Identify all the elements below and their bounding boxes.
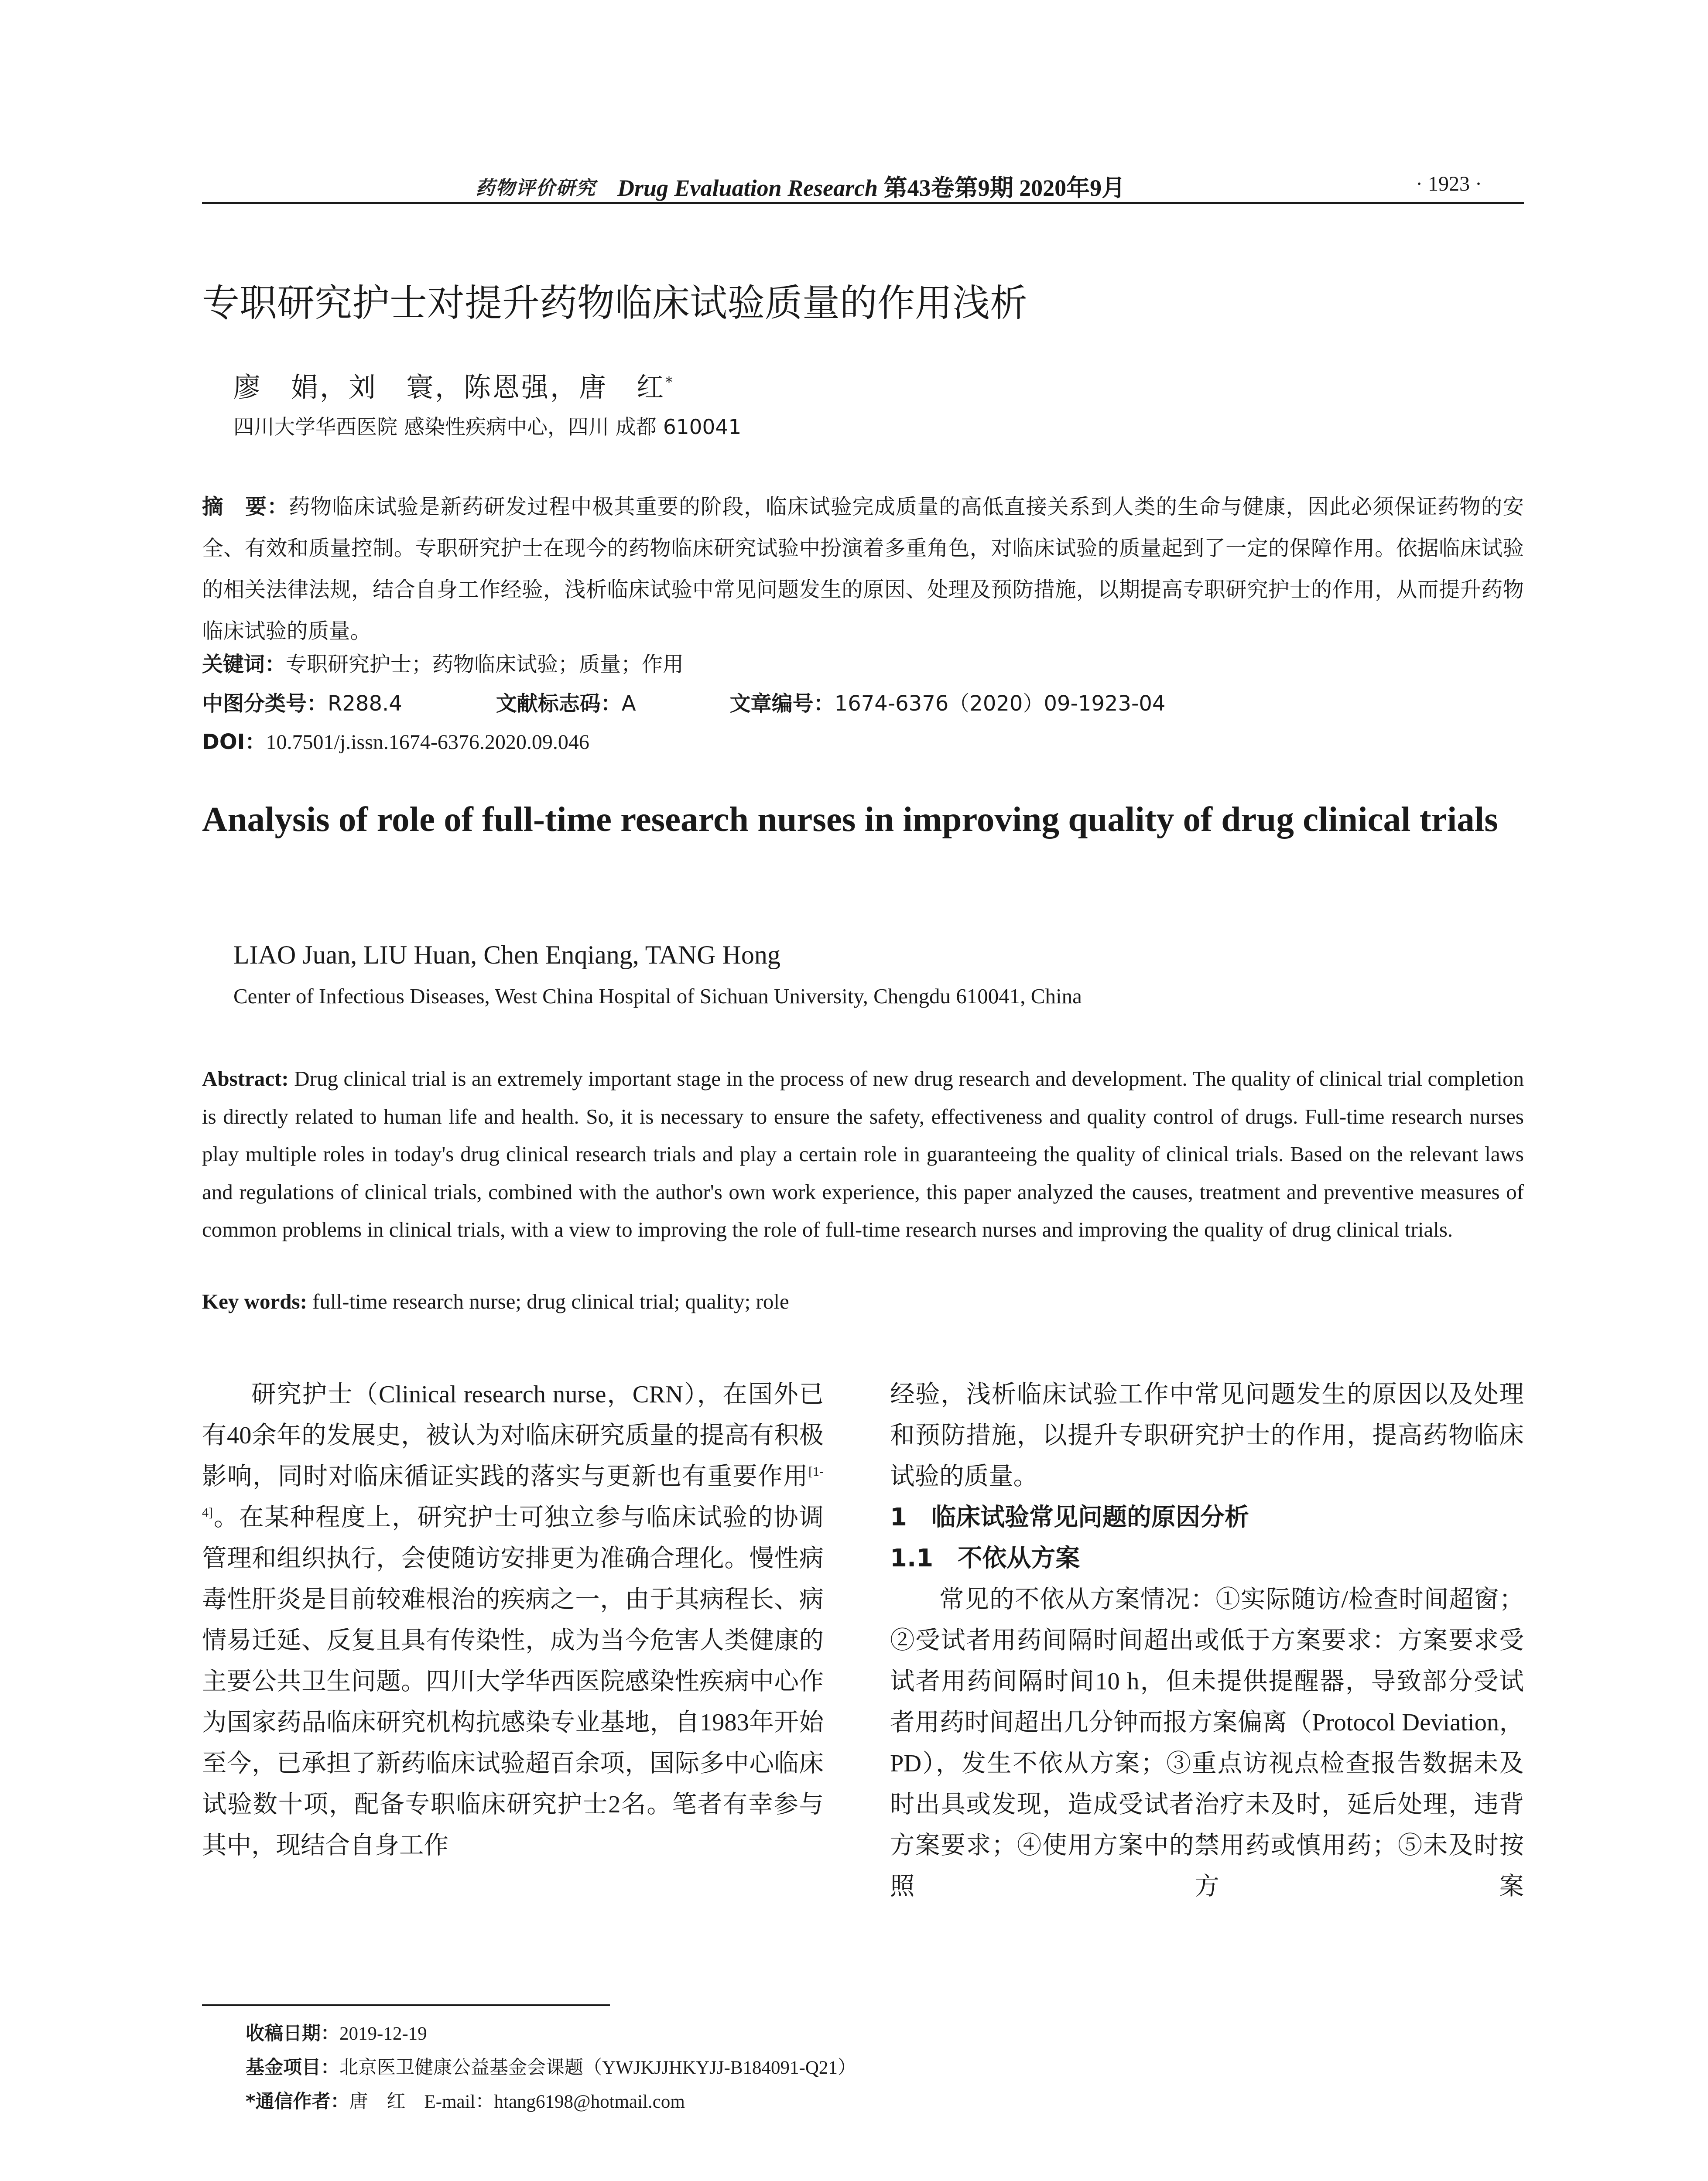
keywords-text-cn: 专职研究护士；药物临床试验；质量；作用 [286, 652, 684, 677]
received-date: 2019-12-19 [339, 2024, 427, 2044]
footnote-rule [202, 2004, 610, 2006]
fund-text: 北京医卫健康公益基金会课题（YWJKJJHKYJJ-B184091-Q21） [339, 2058, 856, 2078]
abstract-en [202, 1060, 1524, 1249]
doi-line [202, 725, 589, 755]
body-paragraph: 经验，浅析临床试验工作中常见问题发生的原因以及处理和预防措施，以提升专职研究护士的作用，提高药物临床试验的质量。 [890, 1381, 1524, 1490]
doc-code-label: 文献标志码： [496, 691, 622, 716]
article-title-en: Analysis of role of full-time research nurses in improving quality of drug clinical trials [202, 800, 1498, 839]
author-names-cn: 廖 娟，刘 寰，陈恩强，唐 红 [233, 371, 666, 403]
abstract-label-cn: 摘 要： [202, 495, 289, 519]
contact-label: *通信作者： [246, 2091, 349, 2113]
body-text: 研究护士（Clinical research nurse，CRN），在国外已有40余年的发展史，被认为对临床研究质量的提高有积极影响，同时对临床循证实践的落实与更新也有重要作用 [202, 1381, 824, 1490]
body-paragraph [202, 1374, 824, 1866]
body-paragraph: 常见的不依从方案情况：①实际随访/检查时间超窗；②受试者用药间隔时间超出或低于方案要求：方案要求受试者用药间隔时间10 h，但未提供提醒器，导致部分受试者用药时间超出几分钟而报方案偏离（Protocol Deviation，PD），发生不依从方案；③重点访视点检查报告数据未及时出具或发现，造成受试者治疗未及时，延后处理，违背方案要求；④使用方案中的禁用药或慎用药；⑤未及时按照方案 [890, 1586, 1524, 1900]
received-label: 收稿日期： [246, 2023, 339, 2044]
fund-label: 基金项目： [246, 2057, 339, 2078]
classification-line [202, 687, 1165, 717]
journal-citation-line [617, 169, 1125, 203]
body-column-right [890, 1374, 1524, 1907]
section-heading: 1 临床试验常见问题的原因分析 [890, 1503, 1249, 1531]
body-column-left [202, 1374, 824, 1866]
abstract-label-en: Abstract: [202, 1067, 289, 1090]
keywords-label-cn: 关键词： [202, 652, 286, 677]
article-no-value: 1674-6376（2020）09-1923-04 [834, 691, 1166, 716]
abstract-cn [202, 486, 1524, 652]
footnote-contact [246, 2087, 685, 2113]
citation: [1-4] [202, 1464, 824, 1520]
keywords-en [202, 1289, 789, 1314]
subsection-heading: 1.1 不依从方案 [890, 1544, 1080, 1573]
affiliation-en: Center of Infectious Diseases, West China Hospital of Sichuan University, Chengdu 610041, China [233, 984, 1082, 1008]
author-list-en: LIAO Juan, LIU Huan, Chen Enqiang, TANG Hong [233, 940, 780, 969]
page-number: · 1923 · [1416, 172, 1482, 195]
corresponding-mark: * [665, 373, 675, 391]
doi-label: DOI： [202, 730, 266, 754]
keywords-label-en: Key words: [202, 1289, 307, 1313]
header-rule [202, 202, 1524, 204]
body-text: 。在某种程度上，研究护士可独立参与临床试验的协调管理和组织执行，会使随访安排更为准确合理化。慢性病毒性肝炎是目前较难根治的疾病之一，由于其病程长、病情易迁延、反复且具有传染性，成为当今危害人类健康的主要公共卫生问题。四川大学华西医院感染性疾病中心作为国家药品临床研究机构抗感染专业基地，自1983年开始至今，已承担了新药临床试验超百余项，国际多中心临床试验数十项，配备专职临床研究护士2名。笔者有幸参与其中，现结合自身工作 [202, 1504, 824, 1859]
doi-value: 10.7501/j.issn.1674-6376.2020.09.046 [266, 731, 589, 754]
journal-name-en: Drug Evaluation Research [617, 175, 878, 201]
clc-label: 中图分类号： [202, 691, 328, 716]
footnote-fund [246, 2053, 856, 2079]
journal-logo: 药物评价研究 [476, 178, 596, 199]
affiliation-cn: 四川大学华西医院 感染性疾病中心，四川 成都 610041 [233, 415, 742, 439]
author-list-cn [233, 366, 674, 404]
keywords-text-en: full-time research nurse; drug clinical trial; quality; role [312, 1289, 789, 1313]
doc-code-value: A [621, 691, 636, 716]
issue-info: 第43卷第9期 2020年9月 [883, 175, 1126, 201]
abstract-text-cn: 药物临床试验是新药研发过程中极其重要的阶段，临床试验完成质量的高低直接关系到人类的生命与健康，因此必须保证药物的安全、有效和质量控制。专职研究护士在现今的药物临床研究试验中扮演着多重角色，对临床试验的质量起到了一定的保障作用。依据临床试验的相关法律法规，结合自身工作经验，浅析临床试验中常见问题发生的原因、处理及预防措施，以期提高专职研究护士的作用，从而提升药物临床试验的质量。 [202, 495, 1524, 643]
article-no-label: 文章编号： [729, 691, 835, 716]
footnote-received [246, 2019, 427, 2045]
clc-value: R288.4 [328, 691, 402, 716]
article-title-cn: 专职研究护士对提升药物临床试验质量的作用浅析 [202, 281, 1027, 325]
abstract-text-en: Drug clinical trial is an extremely important stage in the process of new drug research and development. The quality of clinical trial completion is directly related to human life and health. So, it is necessary to ensure the safety, effectiveness and quality control of drugs. Full-time research nurses play multiple roles in today's drug clinical research trials and play a certain role in guaranteeing the quality of clinical trials. Based on the relevant laws and regulations of clinical trials, combined with the author's own work experience, this paper analyzed the causes, treatment and preventive measures of common problems in clinical trials, with a view to improving the role of full-time research nurses and improving the quality of drug clinical trials. [202, 1067, 1524, 1241]
keywords-cn [202, 647, 684, 677]
contact-text: 唐 红 E-mail：htang6198@hotmail.com [349, 2092, 685, 2112]
